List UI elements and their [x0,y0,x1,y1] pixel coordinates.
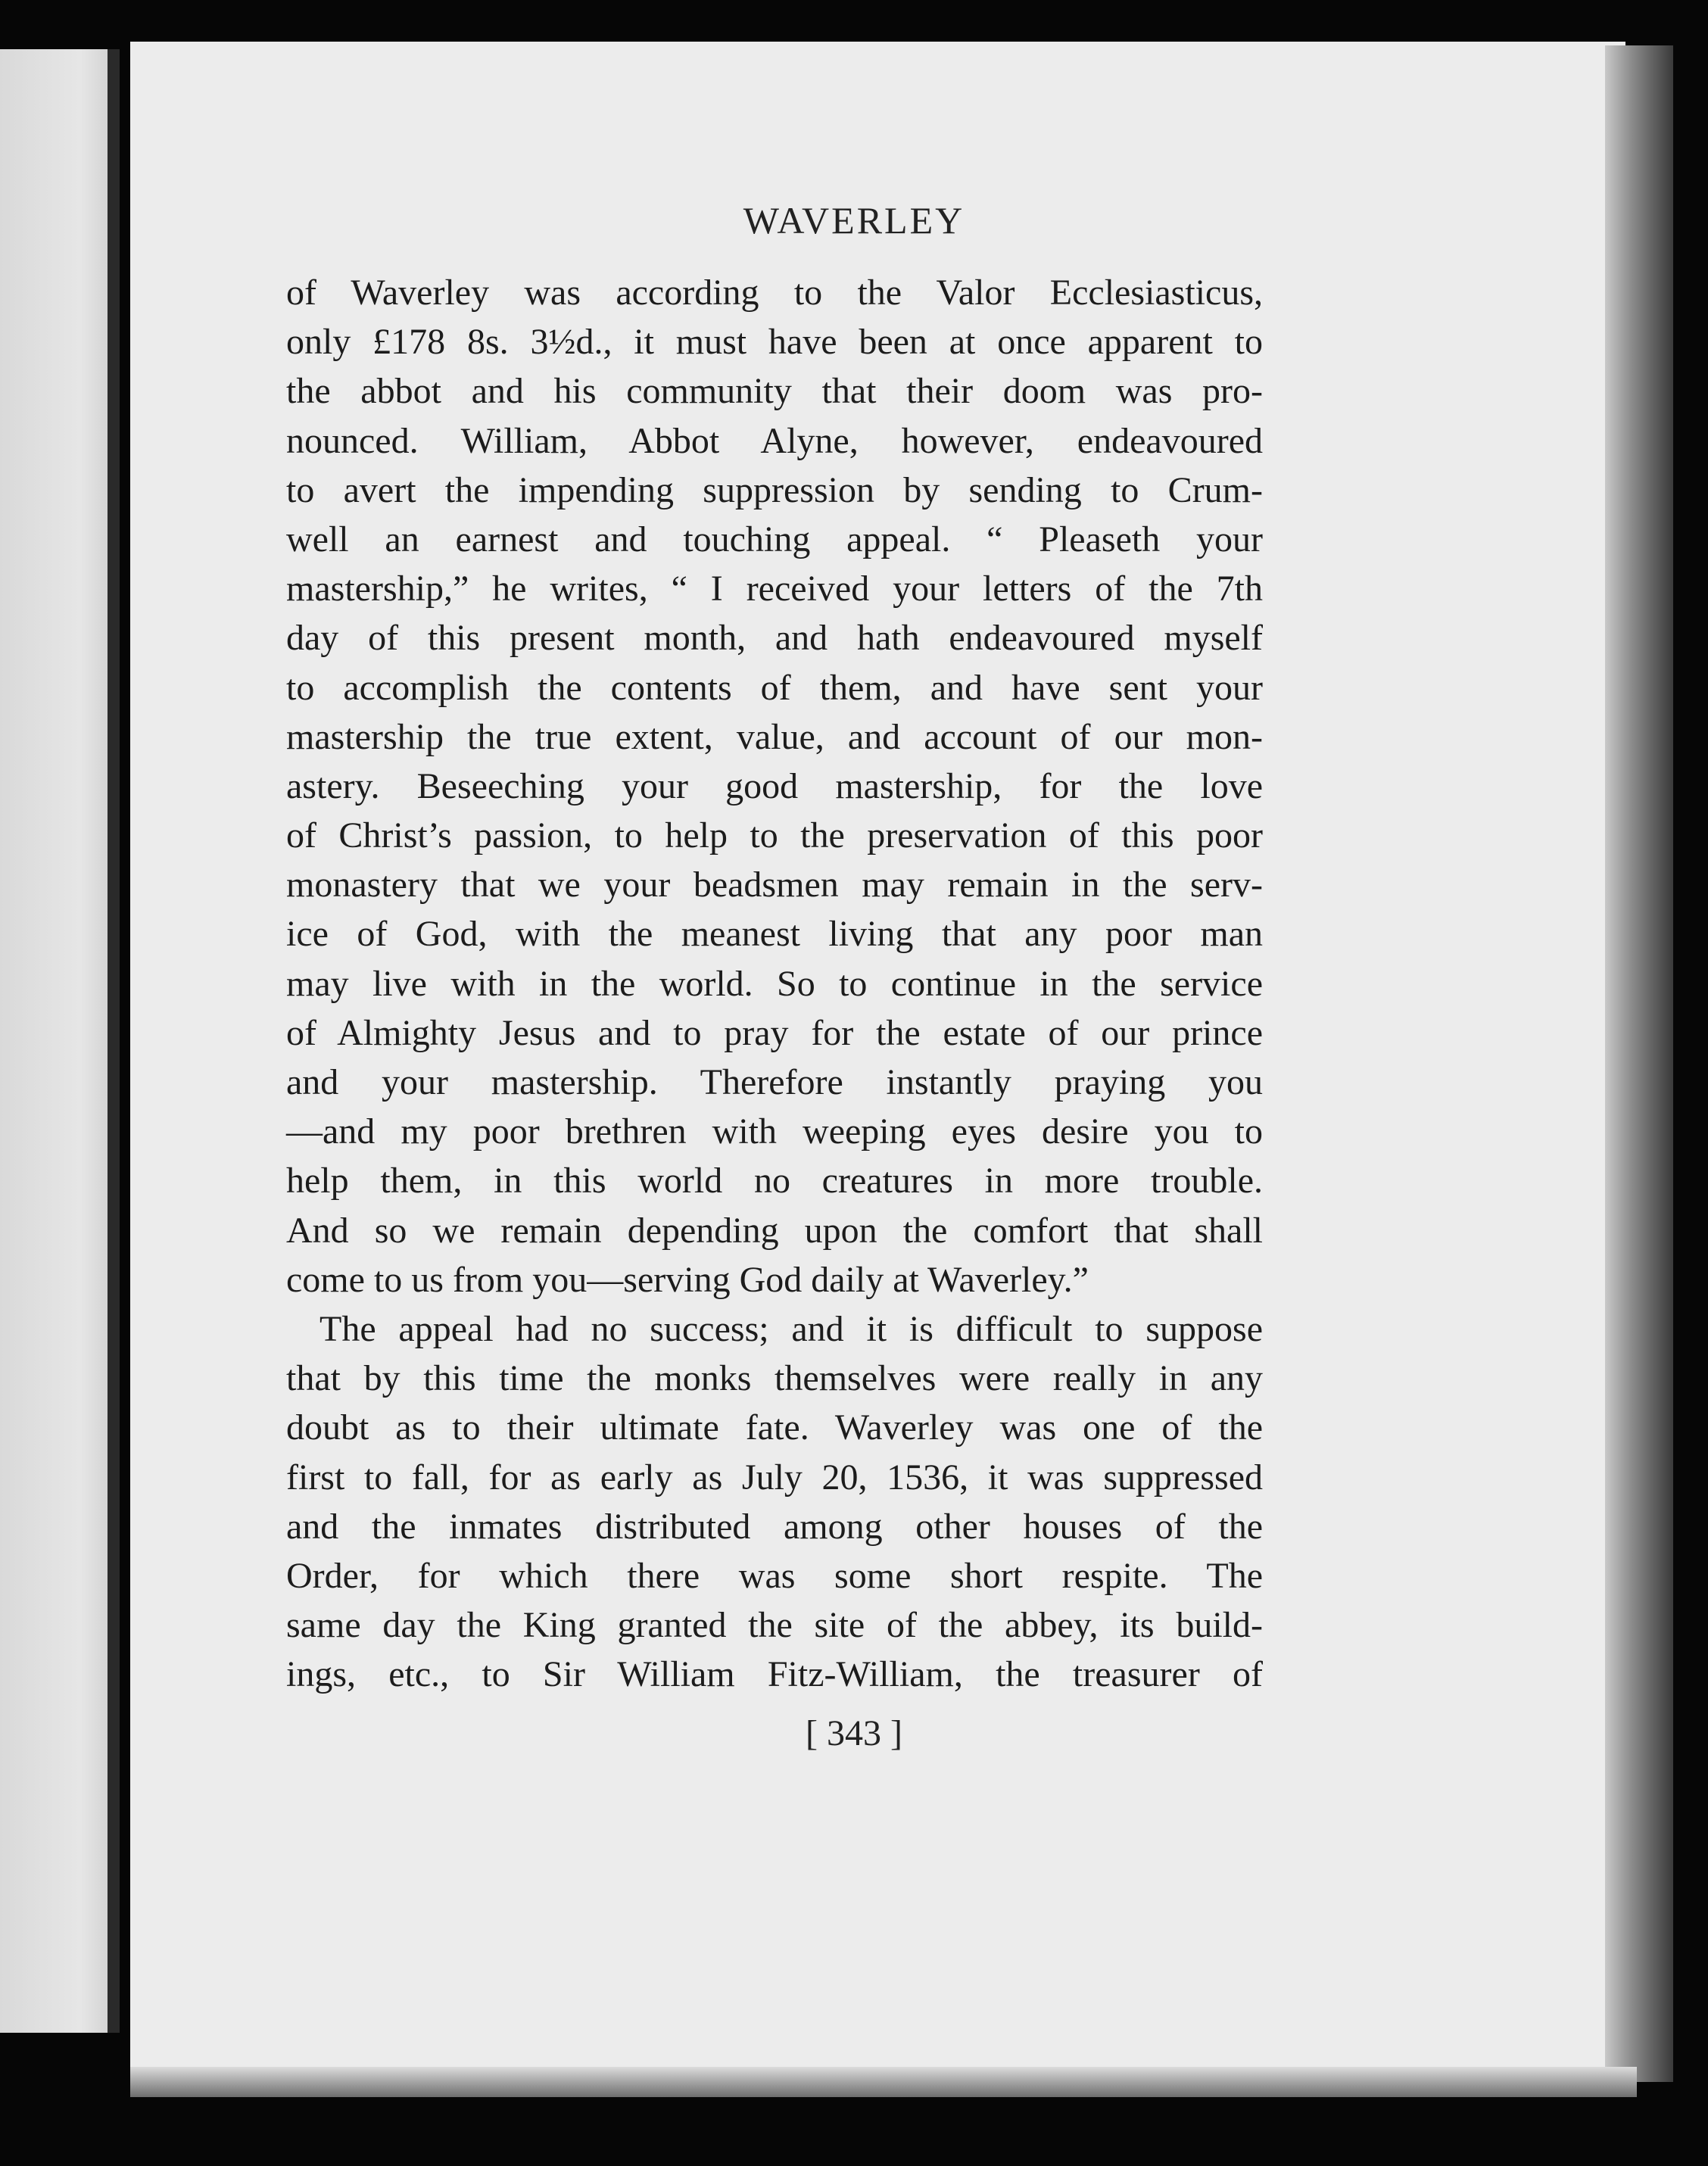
text-line: doubt as to their ultimate fate. Waverley was one of the [286,1407,1263,1448]
body-text [286,268,1263,1699]
text-line: of Waverley was according to the Valor Ecclesiasticus, [286,273,1263,313]
text-line: and your mastership. Therefore instantly praying you [286,1062,1263,1102]
text-line: of Christ’s passion, to help to the preservation of this poor [286,815,1263,856]
text-line: monastery that we your beadsmen may remain in the serv- [286,865,1263,905]
page-bottom-edge [130,2067,1637,2097]
text-line: day of this present month, and hath endeavoured myself [286,618,1263,659]
text-line: first to fall, for as early as July 20, 1536, it was suppressed [286,1457,1263,1498]
text-line: same day the King granted the site of the abbey, its build- [286,1605,1263,1646]
text-line: help them, in this world no creatures in more trouble. [286,1161,1263,1201]
paragraph-2 [286,1304,1263,1700]
running-head: WAVERLEY [743,199,965,242]
text-line: mastership,” he writes, “ I received your letters of the 7th [286,569,1263,609]
page-fore-edge [1605,45,1673,2082]
text-line: the abbot and his community that their doom was pro- [286,371,1263,412]
text-line: of Almighty Jesus and to pray for the estate of our prince [286,1012,1263,1053]
paragraph-1 [286,268,1263,1304]
text-line: mastership the true extent, value, and account of our mon- [286,716,1263,757]
text-line: may live with in the world. So to continue in the service [286,963,1263,1004]
text-line: —and my poor brethren with weeping eyes desire you to [286,1111,1263,1152]
text-line: to accomplish the contents of them, and have sent your [286,667,1263,708]
text-line: that by this time the monks themselves were really in any [286,1358,1263,1399]
text-line: well an earnest and touching appeal. “ Pleaseth your [286,519,1263,559]
text-line: ice of God, with the meanest living that any poor man [286,914,1263,955]
text-line: astery. Beseeching your good mastership, for the love [286,765,1263,806]
text-line: only £178 8s. 3½d., it must have been at once apparent to [286,322,1263,363]
text-line: Order, for which there was some short respite. The [286,1555,1263,1596]
text-line: to avert the impending suppression by sending to Crum- [286,469,1263,510]
text-line: ings, etc., to Sir William Fitz-William, the treasurer of [286,1654,1263,1695]
text-line: and the inmates distributed among other houses of the [286,1506,1263,1547]
page-number: [ 343 ] [806,1713,902,1753]
text-line: And so we remain depending upon the comfort that shall [286,1210,1263,1251]
text-line: nounced. William, Abbot Alyne, however, endeavoured [286,420,1263,461]
text-line: The appeal had no success; and it is difficult to suppose [319,1308,1263,1349]
text-line: come to us from you—serving God daily at Waverley.” [286,1259,1089,1300]
